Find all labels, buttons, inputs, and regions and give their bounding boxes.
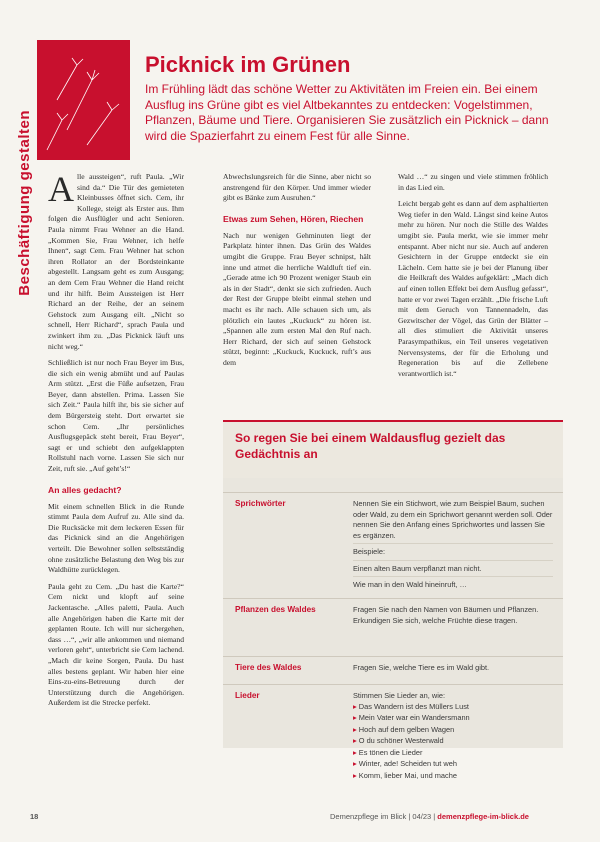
memory-tips-box: [223, 420, 563, 780]
tip-text: Nennen Sie ein Stichwort, wie zum Beispiel Baum, suchen oder Wald, zu dem ein Sprichwort genannt werden soll. Oder nennen Sie den Anfang eines Sprichwortes und lassen Sie es ergänzen. Beispiele: Einen alten Baum verpflanzt man nicht. Wie man in den Wald hineinruft, …: [353, 499, 553, 589]
list-item: ▸ O du schöner Westerwald: [353, 736, 553, 747]
paragraph: Mit einem schnellen Blick in die Runde stimmt Paula dem Aufruf zu. Alle sind da. Die Rucksäcke mit dem leckeren Essen für das Picknick sind an die Angehörigen verteilt. Die Bewohner sollen selbstständig ohne zusätzliche Belastung den Weg bis zur Waldhütte zurücklegen.: [48, 501, 184, 575]
page-title: Picknick im Grünen: [145, 52, 351, 77]
text-column-1: [48, 169, 184, 715]
tip-row-pflanzen: [223, 598, 563, 651]
publication-info: Demenzpflege im Blick | 04/23 | demenzpflege-im-blick.de: [330, 812, 529, 821]
subheading: Etwas zum Sehen, Hören, Riechen: [223, 213, 364, 224]
dandelion-seeds-icon: [37, 40, 130, 160]
list-item: ▸ Hoch auf dem gelben Wagen: [353, 725, 553, 736]
paragraph: Wald …“ zu singen und viele stimmen fröhlich in das Lied ein.: [398, 172, 548, 192]
paragraph: Abwechslungsreich für die Sinne, aber nicht so anstrengend für den Körper. Und immer wieder gibt es Bänke zum Ausruhen.“: [223, 172, 371, 203]
tip-row-tiere: [223, 656, 563, 681]
box-header: [223, 420, 563, 478]
paragraph: Nach nur wenigen Gehminuten liegt der Parkplatz hinter ihnen. Das Grün des Waldes umgibt die Gruppe. Frau Beyer schnipst, hält inne und atmet die herrliche Waldluft tief ein. „Gerade atme ich 90 Prozent weniger Staub ein als in der Stadt“, denkt sie sich zufrieden. Auch der Rest der Gruppe bleibt einmal stehen und macht es ihr nach. Alle schauen sich um, als plötzlich ein lautes „Kuckuck“ zu hören ist. „Spannen alle zum ersten Mal den Ruf nach. Herr Richard, der sich auf seinen Gehstock stützt, beginnt: „Kuckuck, Kuckuck, ruft’s aus dem: [223, 230, 371, 367]
song-list: [353, 702, 553, 782]
text-column-2: [223, 172, 371, 375]
tip-label: Lieder: [235, 691, 260, 700]
list-item: ▸ Komm, lieber Mai, und mache: [353, 771, 553, 782]
box-title: So regen Sie bei einem Waldausflug gezielt das Gedächtnis an: [235, 431, 506, 461]
website-link[interactable]: demenzpflege-im-blick.de: [437, 812, 529, 821]
paragraph: Paula geht zu Cem. „Du hast die Karte?“ Cem nickt und klopft auf seine Jackentasche. „Alles paletti, Paula. Auch alle Angehörigen haben die Karte mit der geplanten Route. Ich will nur sichergehen, dass …“, „wir alle ankommen und niemand verloren geht“, unterbricht sie Cem lachend. „Mach dir keine Sorgen, Paula. Du hast alles bestens geplant. Wir haben hier eine Eins-zu-eins-Betreuung durch der Unterstützung durch die Angehörigen. Außerdem ist die Strecke perfekt.: [48, 581, 184, 708]
subheading: An alles gedacht?: [48, 484, 122, 495]
intro-text: Im Frühling lädt das schöne Wetter zu Aktivitäten im Freien ein. Bei einem Ausflug ins Grüne gibt es viel Altbekanntes zu entdecken: Vogelstimmen, Pflanzen, Bäume und Tiere. Organisieren Sie zusätzlich ein Picknick – dann wird die Spazierfahrt zu einem Fest für alle Sinne.: [145, 82, 549, 143]
tip-label: Pflanzen des Waldes: [235, 605, 316, 614]
text-column-3: [398, 172, 548, 385]
tip-row-lieder: [223, 684, 563, 780]
tip-text: Fragen Sie, welche Tiere es im Wald gibt.: [353, 663, 490, 672]
tip-text: Fragen Sie nach den Namen von Bäumen und Pflanzen. Erkundigen Sie sich, welche Früchte diese tragen.: [353, 605, 539, 625]
tip-row-sprichwoerter: [223, 492, 563, 593]
list-item: ▸ Mein Vater war ein Wandersmann: [353, 713, 553, 724]
list-item: ▸ Winter, ade! Scheiden tut weh: [353, 759, 553, 770]
list-item: ▸ Es tönen die Lieder: [353, 748, 553, 759]
drop-cap: A: [48, 169, 74, 209]
page-footer: [30, 812, 570, 826]
paragraph: Alle aussteigen“, ruft Paula. „Wir sind da.“ Die Tür des gemieteten Kleinbusses öffnet sich. Cem, ihr Kollege, steigt als Erster aus. Ihm folgen die Ausflügler und acht Senioren. Paula nimmt Frau Wehner an die Hand. „Kommen Sie, Frau Wehner, ich helfe Ihnen“, sagt Cem. Frau Wehner hat schon ihren Rollator an der Bordsteinkante abgestellt. Langsam geht es zum Ausgang; an dem Cem Frau Wehner die Hand reicht und ihr hilft. Beim Aussteigen ist Herr Richard an der Reihe, der an seinem Gehstock zum Ausgang eilt. „Nicht so schnell, Herr Richard“, sprach Paula und zwinkert ihm zu. „Das Picknick läuft uns nicht weg.“: [48, 169, 184, 351]
section-label: Beschäftigung gestalten: [16, 110, 33, 296]
paragraph: Schließlich ist nur noch Frau Beyer im Bus, die sich ein wenig abmüht und auf Paulas Arm stützt. „Erst die Füße aufsetzen, Frau Beyer, dann abstellen. Prima. Lassen Sie sich Zeit.“ Paula hilft ihr, bis sie sicher auf dem Bürgersteig steht. Dort erwartet sie schon Cem. „Ihr persönliches Ausflugsgepäck steht bereit, Frau Beyer“, sagt er und schiebt den aufgeklappten Rollstuhl nach vorne. Lassen Sie sich nur Zeit, ruft sie. „Auf geht’s!“: [48, 358, 184, 474]
list-item: ▸ Das Wandern ist des Müllers Lust: [353, 702, 553, 713]
tip-label: Sprichwörter: [235, 499, 286, 508]
dandelion-banner: [37, 40, 130, 160]
page-number: 18: [30, 812, 39, 821]
paragraph: Leicht bergab geht es dann auf dem asphaltierten Weg tiefer in den Wald. Längst sind keine Autos mehr zu hören. Nur noch die Stille des Waldes umgibt sie. Paula merkt, wie sie immer mehr entspannt. Aber nicht nur sie. Auch auf anderen Gesichtern in der Gruppe entdeckt sie ein Lächeln. Cem hatte sie je bei der Planung über die Heilkraft des Waldes aufgeklärt: „Mach dich auf einen tollen Effekt bei dem Ausflug gefasst“, hatte er vor zwei Tagen erzählt. „Die frische Luft mit dem Geruch von Tannennadeln, das Gezwitscher der Vögel, das Grün der Blätter – all dies stimuliert die Aktivität unseres Parasympathikus, ein Teil unseres vegetativen Nervensystems, der für die Erholung und Regeneration bis auf die Zellebene verantwortlich ist.“: [398, 199, 548, 378]
tip-label: Tiere des Waldes: [235, 663, 302, 672]
tip-text: Stimmen Sie Lieder an, wie: ▸ Das Wandern ist des Müllers Lust ▸ Mein Vater war ein Wandersmann ▸ Hoch auf dem gelben Wagen ▸ O du schöner Westerwald ▸ Es tönen die Lieder ▸ Winter, ade! Scheiden tut weh ▸ Komm, lieber Mai, und mache: [353, 691, 553, 782]
